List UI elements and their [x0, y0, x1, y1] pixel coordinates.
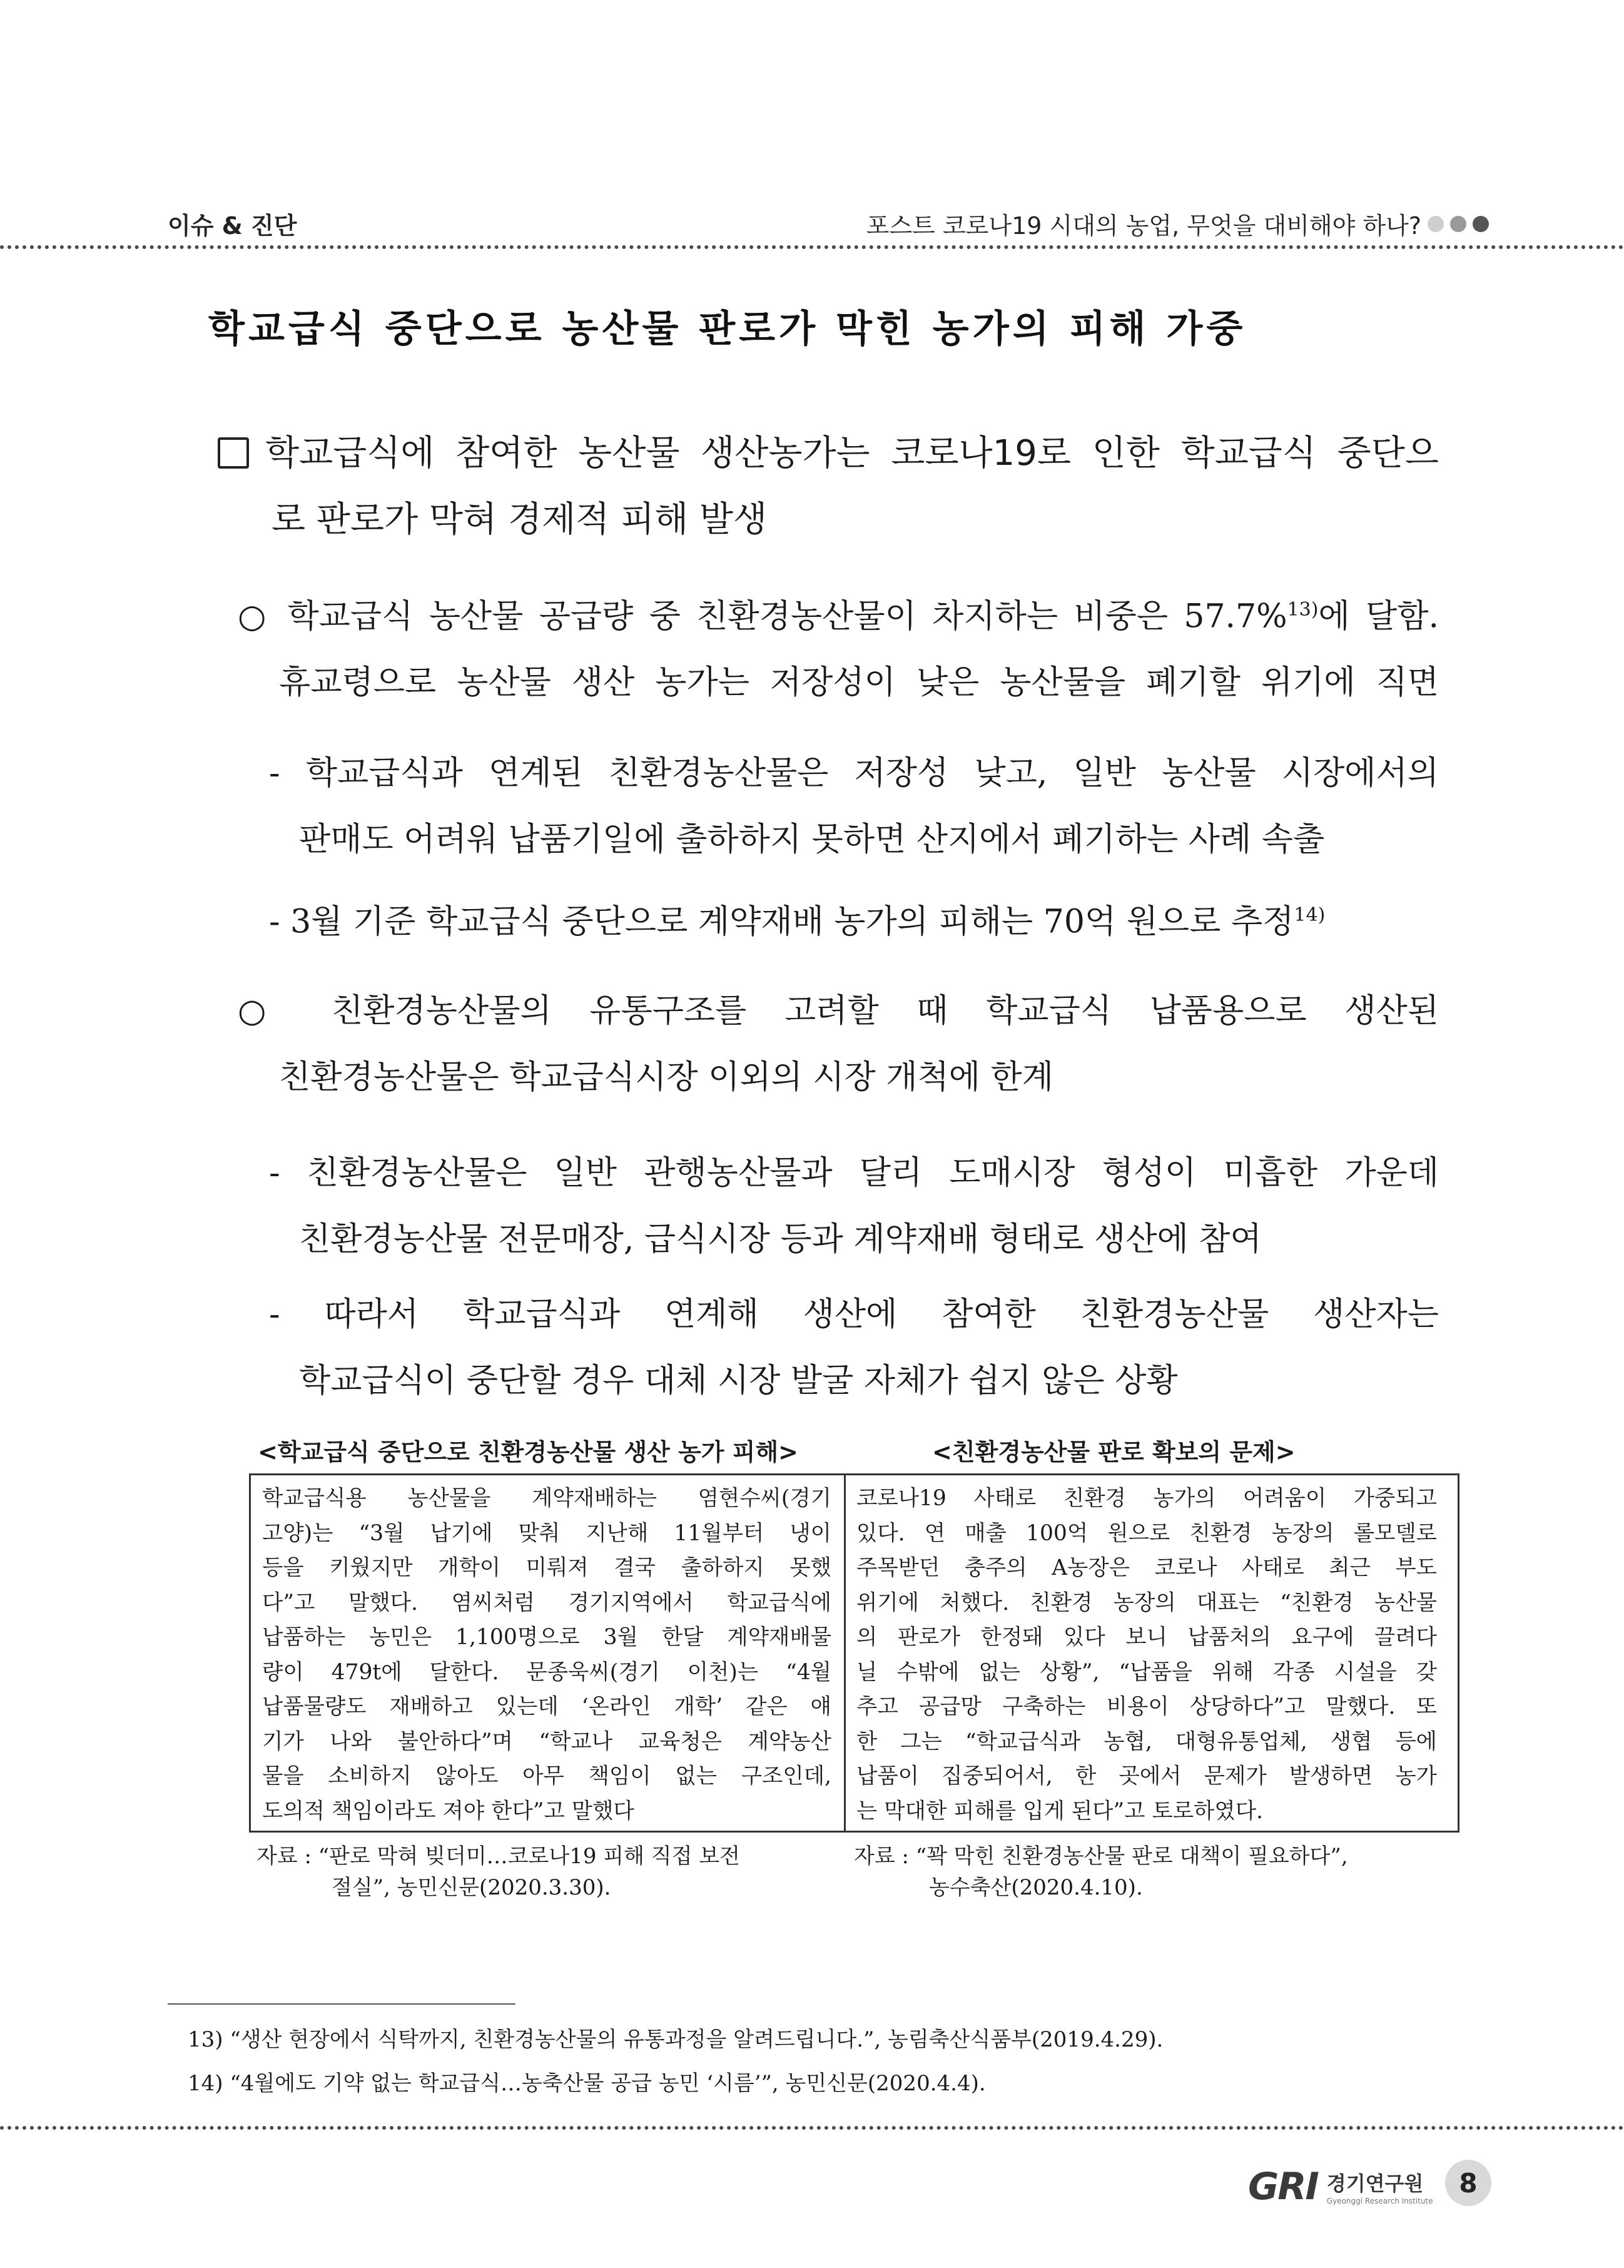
dash-1: [269, 740, 1439, 873]
logo-mark: GRI: [1248, 2165, 1318, 2209]
box-left-line: 학교급식용 농산물을 계약재배하는 염현수씨(경기: [262, 1486, 831, 1511]
dash-1-line2: 판매도 어려워 납품기일에 출하하지 못하면 산지에서 폐기하는 사례 속출: [299, 821, 1325, 858]
header-dot-light-icon: [1428, 216, 1444, 232]
circle-bullet-icon: ○: [238, 992, 294, 1030]
box-item-line2: 로 판로가 막혀 경제적 피해 발생: [272, 499, 768, 540]
logo-subtitle: Gyeonggi Research Institute: [1326, 2197, 1433, 2205]
box-item: [218, 420, 1439, 553]
footnote-ref-13: 13): [1287, 599, 1319, 621]
box-left-line: 등을 키웠지만 개학이 미뤄져 결국 출하하지 못했: [262, 1555, 831, 1580]
box-right-line: 닐 수밖에 없는 상황”, “납품을 위해 각종 시설을 갖: [856, 1659, 1437, 1685]
footnote-14: 14) “4월에도 기약 없는 학교급식…농축산물 공급 농민 ‘시름’”, 농민신문(2020.4.4).: [188, 2071, 986, 2096]
page-number: 8: [1445, 2160, 1491, 2206]
box-right-line: 는 막대한 피해를 입게 된다”고 토로하였다.: [856, 1798, 1263, 1824]
bullet-1-line2: 휴교령으로 농산물 생산 농가는 저장성이 낮은 농산물을 폐기할 위기에 직면: [279, 664, 1439, 702]
institute-logo: [1248, 2165, 1433, 2209]
source-line: 자료 : “판로 막혀 빚더미…코로나19 피해 직접 보전: [256, 1844, 740, 1869]
section-title: 학교급식 중단으로 농산물 판로가 막힌 농가의 피해 가중: [208, 307, 1247, 351]
box-right-line: 한 그는 “학교급식과 농협, 대형유통업체, 생협 등에: [856, 1729, 1437, 1754]
bullet-2-line2: 친환경농산물은 학교급식시장 이외의 시장 개척에 한계: [279, 1059, 1053, 1096]
footnote-ref-14: 14): [1294, 904, 1326, 926]
box-left-line: 다”고 말했다. 염씨처럼 경기지역에서 학교급식에: [262, 1590, 831, 1615]
header-section-label: 이슈 & 진단: [168, 212, 297, 240]
box-left-line: 고양)는 “3월 납기에 맞춰 지난해 11월부터 냉이: [262, 1520, 831, 1546]
bullet-2-line1: ○ 친환경농산물의 유통구조를 고려할 때 학교급식 납품용으로 생산된: [238, 992, 1439, 1030]
header-dotted-divider: [0, 245, 1624, 249]
source-line: 농수축산(2020.4.10).: [929, 1875, 1143, 1900]
news-excerpt-box: [249, 1473, 1459, 1833]
box-right-line: 위기에 처했다. 친환경 농장의 대표는 “친환경 농산물: [856, 1590, 1437, 1615]
source-line: 자료 : “꽉 막힌 친환경농산물 판로 대책이 필요하다”,: [854, 1844, 1348, 1869]
header-dot-dark-icon: [1473, 216, 1489, 232]
header-document-title: [866, 206, 1489, 241]
footnote-13: 13) “생산 현장에서 식탁까지, 친환경농산물의 유통과정을 알려드립니다.”, 농림축산식품부(2019.4.29).: [188, 2027, 1164, 2052]
footnote-rule: [168, 2003, 515, 2005]
footer-dotted-divider: [0, 2126, 1624, 2130]
box-left-line: 납품물량도 재배하고 있는데 ‘온라인 개학’ 같은 얘: [262, 1694, 831, 1719]
dash-2: [269, 882, 1439, 955]
dash-2-line1: - 3월 기준 학교급식 중단으로 계약재배 농가의 피해는 70억 원으로 추정: [269, 903, 1294, 941]
bullet-1: [238, 577, 1439, 716]
box-right-caption: <친환경농산물 판로 확보의 문제>: [932, 1438, 1296, 1466]
box-left-text: [262, 1482, 831, 1829]
box-right-line: 의 판로가 한정돼 있다 보니 납품처의 요구에 끌려다: [856, 1625, 1437, 1650]
dash-4: [269, 1281, 1439, 1414]
box-right-text: [856, 1482, 1437, 1829]
dash-4-line2: 학교급식이 중단할 경우 대체 시장 발굴 자체가 쉽지 않은 상황: [299, 1362, 1178, 1400]
box-left-line: 기가 나와 불안하다”며 “학교나 교육청은 계약농산: [262, 1729, 831, 1754]
box-right-line: 코로나19 사태로 친환경 농가의 어려움이 가중되고: [856, 1486, 1437, 1511]
dash-4-line1: - 따라서 학교급식과 연계해 생산에 참여한 친환경농산물 생산자는: [269, 1296, 1439, 1333]
box-left-line: 납품하는 농민은 1,100명으로 3월 한달 계약재배물: [262, 1625, 831, 1650]
circle-bullet-icon: ○: [238, 598, 272, 636]
box-right-line: 있다. 연 매출 100억 원으로 친환경 농장의 롤모델로: [856, 1520, 1437, 1546]
logo-text: [1327, 2168, 1433, 2205]
header-title-text: 포스트 코로나19 시대의 농업, 무엇을 대비해야 하나?: [866, 212, 1421, 240]
box-item-line1: 학교급식에 참여한 농산물 생산농가는 코로나19로 인한 학교급식 중단으: [218, 420, 1439, 487]
box-left-line: 물을 소비하지 않아도 아무 책임이 없는 구조인데,: [262, 1764, 831, 1789]
box-right-source: [854, 1841, 1348, 1903]
box-left-source: [256, 1841, 740, 1903]
header-dot-mid-icon: [1450, 216, 1466, 232]
bullet-2: [238, 978, 1439, 1111]
box-left-line: 량이 479t에 달한다. 문종욱씨(경기 이천)는 “4월: [262, 1659, 831, 1685]
dash-3-line1: - 친환경농산물은 일반 관행농산물과 달리 도매시장 형성이 미흡한 가운데: [269, 1154, 1439, 1192]
dash-3: [269, 1140, 1439, 1273]
dash-1-line1: - 학교급식과 연계된 친환경농산물은 저장성 낮고, 일반 농산물 시장에서의: [269, 755, 1439, 792]
box-left-line: 도의적 책임이라도 져야 한다”고 말했다: [262, 1798, 634, 1824]
bullet-1-line1: ○ 학교급식 농산물 공급량 중 친환경농산물이 차지하는 비중은 57.7%$^{13)}$에 달함.: [238, 598, 1439, 636]
box-column-divider: [844, 1475, 846, 1831]
dash-3-line2: 친환경농산물 전문매장, 급식시장 등과 계약재배 형태로 생산에 참여: [299, 1221, 1262, 1258]
checkbox-square-icon: [218, 437, 249, 469]
box-right-line: 납품이 집중되어서, 한 곳에서 문제가 발생하면 농가: [856, 1764, 1437, 1789]
box-right-line: 주목받던 충주의 A농장은 코로나 사태로 최근 부도: [856, 1555, 1437, 1580]
box-left-caption: <학교급식 중단으로 친환경농산물 생산 농가 피해>: [258, 1438, 798, 1466]
source-line: 절실”, 농민신문(2020.3.30).: [332, 1875, 611, 1900]
logo-name: 경기연구원: [1326, 2172, 1424, 2195]
box-right-line: 추고 공급망 구축하는 비용이 상당하다”고 말했다. 또: [856, 1694, 1437, 1719]
